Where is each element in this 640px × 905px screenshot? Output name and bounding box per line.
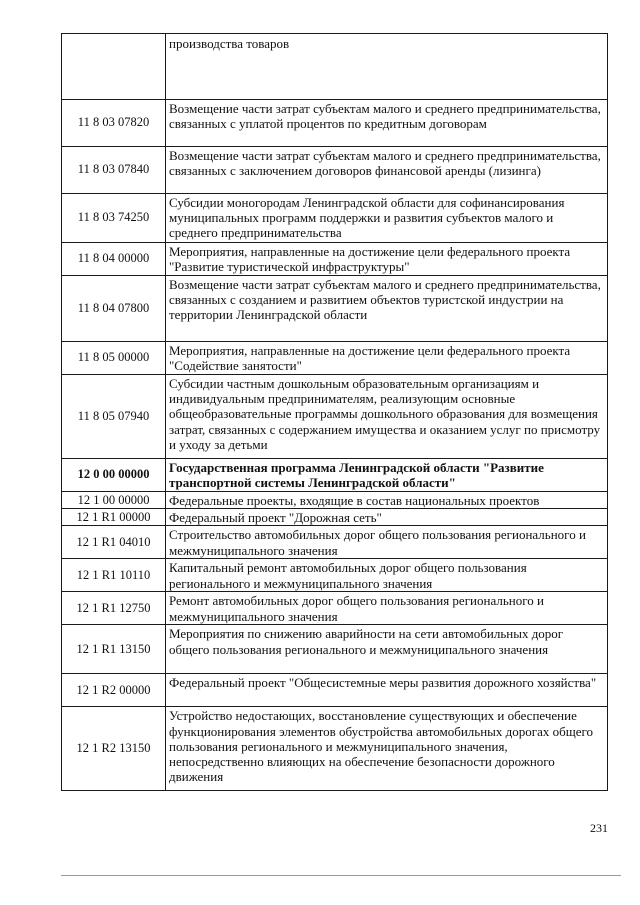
row-name: Государственная программа Ленинградской области "Развитие транспортной системы Ленинградской области" (166, 459, 608, 492)
row-code: 11 8 05 07940 (62, 375, 166, 459)
row-name: Субсидии моногородам Ленинградской области для софинансирования муниципальных программ поддержки и развития субъектов малого и среднего предпринимательства (166, 194, 608, 243)
row-name: производства товаров (166, 34, 608, 100)
row-name: Федеральные проекты, входящие в состав национальных проектов (166, 492, 608, 509)
table-row (62, 34, 608, 100)
table-row (62, 375, 608, 459)
row-code: 12 1 R1 13150 (62, 625, 166, 674)
budget-classification-table (61, 33, 608, 791)
table-row (62, 100, 608, 147)
row-code: 11 8 03 07820 (62, 100, 166, 147)
row-code: 12 1 R2 00000 (62, 674, 166, 707)
page-bottom-rule (61, 875, 621, 876)
row-code: 11 8 04 07800 (62, 276, 166, 342)
table-row (62, 459, 608, 492)
table-row (62, 276, 608, 342)
row-code: 12 1 R1 00000 (62, 509, 166, 526)
row-code: 12 1 R1 12750 (62, 592, 166, 625)
page-number: 231 (590, 821, 608, 835)
row-name: Мероприятия по снижению аварийности на сети автомобильных дорог общего пользования регионального и межмуниципального значения (166, 625, 608, 674)
table-row (62, 559, 608, 592)
row-name: Мероприятия, направленные на достижение цели федерального проекта "Содействие занятости" (166, 342, 608, 375)
row-name: Федеральный проект "Дорожная сеть" (166, 509, 608, 526)
row-name: Федеральный проект "Общесистемные меры развития дорожного хозяйства" (166, 674, 608, 707)
row-code: 11 8 03 07840 (62, 147, 166, 194)
row-name: Капитальный ремонт автомобильных дорог общего пользования регионального и межмуниципального значения (166, 559, 608, 592)
row-code: 12 0 00 00000 (62, 459, 166, 492)
row-code: 11 8 04 00000 (62, 243, 166, 276)
row-code: 12 1 R1 04010 (62, 526, 166, 559)
table-row (62, 707, 608, 791)
row-name: Возмещение части затрат субъектам малого и среднего предпринимательства, связанных с уплатой процентов по кредитным договорам (166, 100, 608, 147)
row-name: Возмещение части затрат субъектам малого и среднего предпринимательства, связанных с созданием и развитием объектов туристской индустрии на территории Ленинградской области (166, 276, 608, 342)
table-row (62, 509, 608, 526)
table-row (62, 526, 608, 559)
table-row (62, 243, 608, 276)
row-code: 11 8 05 00000 (62, 342, 166, 375)
row-name: Устройство недостающих, восстановление существующих и обеспечение функционирования элементов обустройства автомобильных дорогах общего пользования регионального и межмуниципального значения, непосредственно влияющих на обеспечение безопасности дорожного движения (166, 707, 608, 791)
table-row (62, 625, 608, 674)
row-code: 11 8 03 74250 (62, 194, 166, 243)
row-code: 12 1 R2 13150 (62, 707, 166, 791)
table-row (62, 674, 608, 707)
table-row (62, 492, 608, 509)
row-code: 12 1 R1 10110 (62, 559, 166, 592)
table-row (62, 592, 608, 625)
row-name: Мероприятия, направленные на достижение цели федерального проекта "Развитие туристической инфраструктуры" (166, 243, 608, 276)
row-name: Ремонт автомобильных дорог общего пользования регионального и межмуниципального значения (166, 592, 608, 625)
row-name: Возмещение части затрат субъектам малого и среднего предпринимательства, связанных с заключением договоров финансовой аренды (лизинга) (166, 147, 608, 194)
table-row (62, 342, 608, 375)
row-name: Субсидии частным дошкольным образовательным организациям и индивидуальным предпринимателям, реализующим основные общеобразовательные программы дошкольного образования для возмещения затрат, связанных с содержанием имущества и оказанием услуг по присмотру и уходу за детьми (166, 375, 608, 459)
row-code: 12 1 00 00000 (62, 492, 166, 509)
row-code (62, 34, 166, 100)
table-row (62, 194, 608, 243)
row-name: Строительство автомобильных дорог общего пользования регионального и межмуниципального значения (166, 526, 608, 559)
table-row (62, 147, 608, 194)
